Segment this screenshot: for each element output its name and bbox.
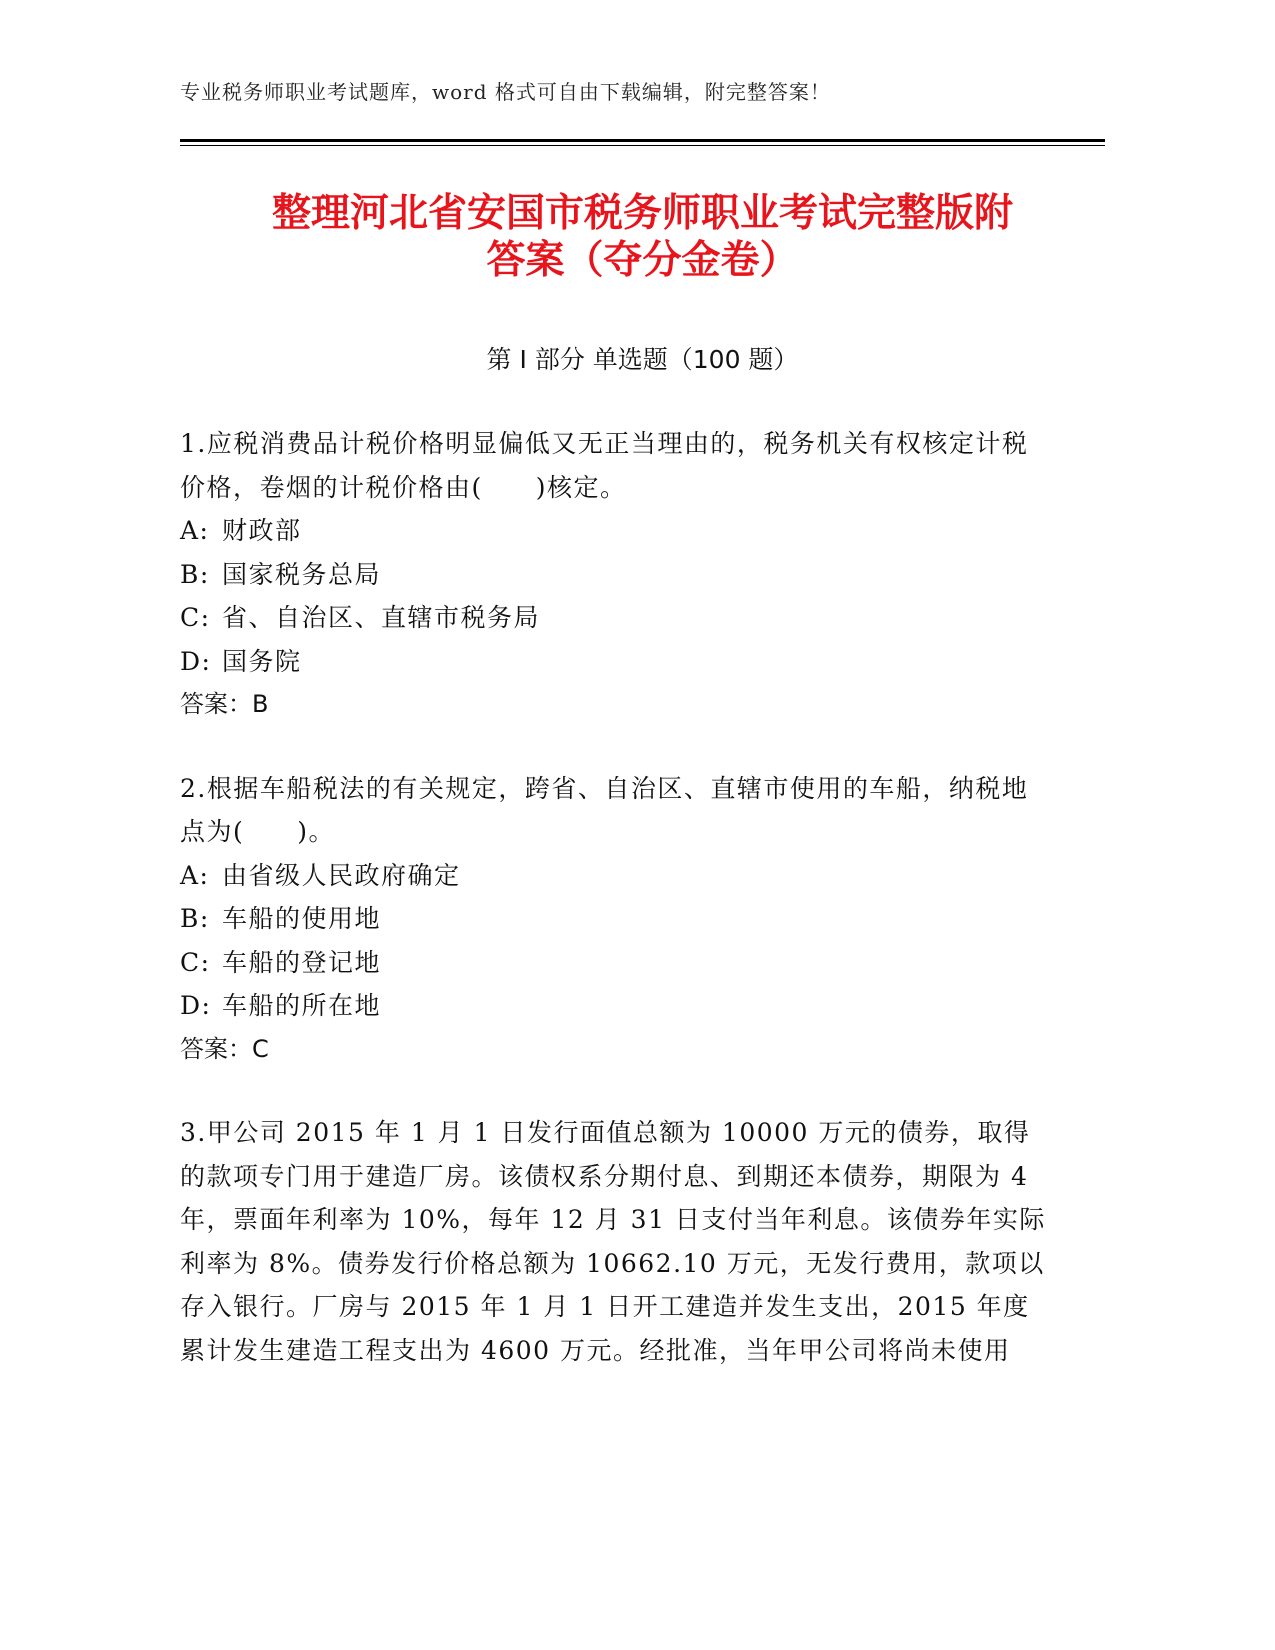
header-divider-thick xyxy=(180,139,1105,142)
question-3 xyxy=(180,1111,1050,1372)
option-d xyxy=(180,984,1050,1028)
question-stem: 1.应税消费品计税价格明显偏低又无正当理由的，税务机关有权核定计税价格，卷烟的计税价格由( )核定。 xyxy=(180,429,1029,502)
option-key: B: xyxy=(180,559,210,589)
option-b xyxy=(180,897,1050,941)
question-list xyxy=(180,422,1050,1412)
page-header: 专业税务师职业考试题库，word 格式可自由下载编辑，附完整答案！ xyxy=(180,80,831,104)
question-stem: 3.甲公司 2015 年 1 月 1 日发行面值总额为 10000 万元的债券，取得的款项专门用于建造厂房。该债权系分期付息、到期还本债券，期限为 4 年，票面年利率为 10%，每年 12 月 31 日支付当年利息。该债券年实际利率为 8%。债券发行价格总额为 10662.10 万元，无发行费用，款项以存入银行。厂房与 2015 年 1 月 1 日开工建造并发生支出，2015 年度累计发生建造工程支出为 4600 万元。经批准，当年甲公司将尚未使用 xyxy=(180,1118,1046,1365)
option-text: 由省级人民政府确定 xyxy=(222,860,461,890)
option-text: 车船的登记地 xyxy=(222,947,382,977)
option-text: 国务院 xyxy=(222,646,302,676)
option-key: D: xyxy=(180,646,212,676)
section-title: 第 I 部分 单选题（100 题） xyxy=(486,345,799,374)
option-text: 省、自治区、直辖市税务局 xyxy=(222,603,541,632)
option-text: 财政部 xyxy=(222,516,302,545)
option-key: C: xyxy=(180,603,211,632)
option-key: A: xyxy=(180,860,210,890)
header-divider-thin xyxy=(180,145,1105,146)
option-key: C: xyxy=(180,947,211,977)
title-line-1: 整理河北省安国市税务师职业考试完整版附 xyxy=(271,191,1013,236)
option-text: 车船的使用地 xyxy=(222,904,382,933)
answer: 答案：B xyxy=(180,690,269,718)
option-c xyxy=(180,941,1050,985)
question-2 xyxy=(180,767,1050,1072)
option-c xyxy=(180,596,1050,640)
option-key: A: xyxy=(180,516,210,545)
option-a xyxy=(180,509,1050,553)
option-text: 国家税务总局 xyxy=(222,559,382,589)
option-b xyxy=(180,553,1050,597)
option-a xyxy=(180,854,1050,898)
answer: 答案：C xyxy=(180,1034,269,1063)
question-stem: 2.根据车船税法的有关规定，跨省、自治区、直辖市使用的车船，纳税地点为( )。 xyxy=(180,773,1029,846)
option-key: B: xyxy=(180,904,210,933)
question-1 xyxy=(180,422,1050,727)
option-text: 车船的所在地 xyxy=(222,991,382,1020)
option-key: D: xyxy=(180,991,212,1020)
document-title xyxy=(170,190,1115,284)
title-line-2: 答案（夺分金卷） xyxy=(486,238,799,283)
option-d xyxy=(180,640,1050,684)
